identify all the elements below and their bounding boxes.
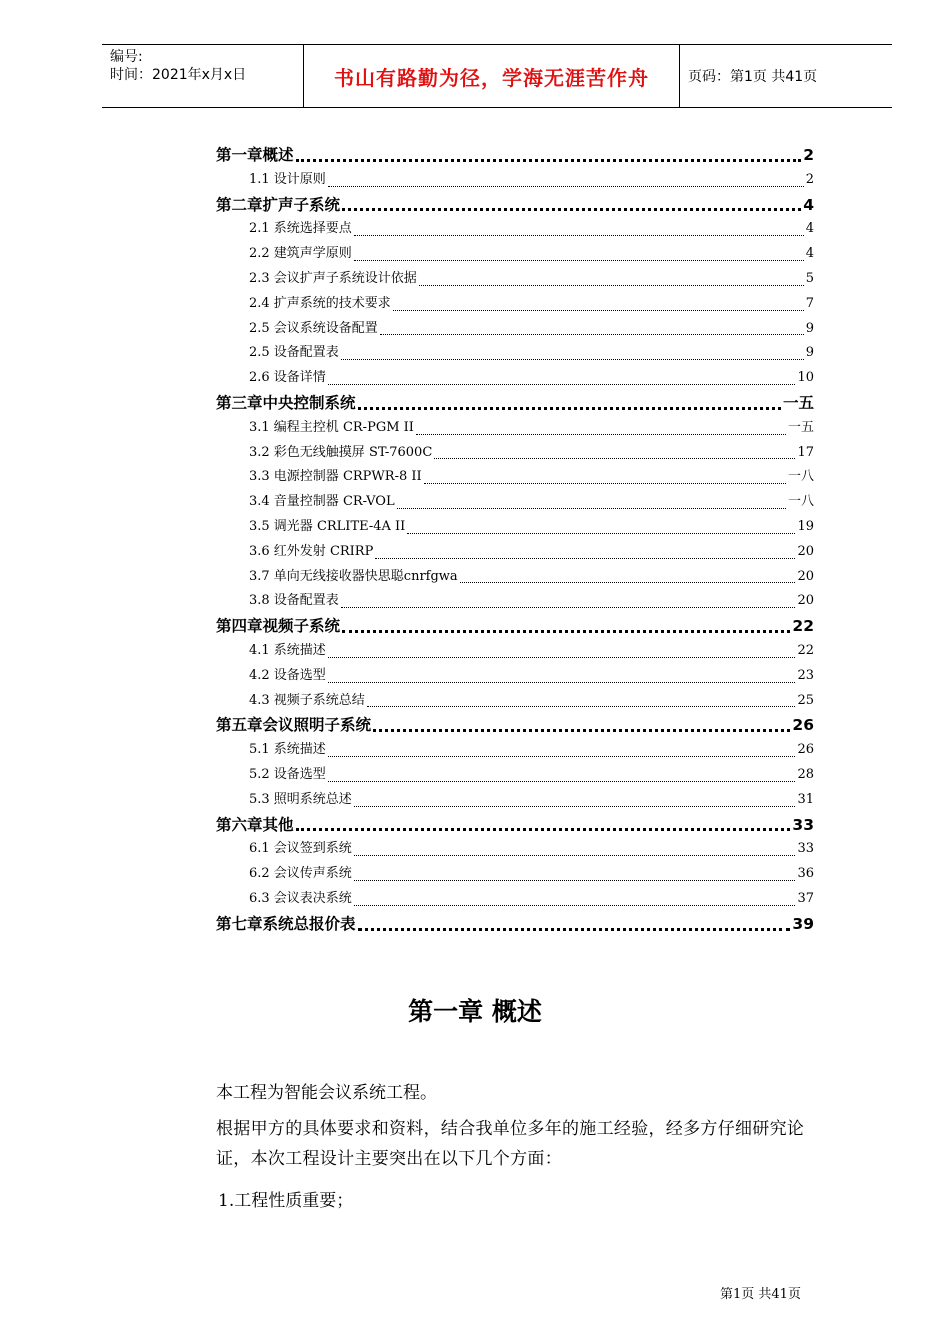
header-meta [102, 45, 302, 107]
toc-entry-section[interactable] [216, 763, 814, 788]
toc-dot-leader [328, 781, 796, 782]
toc-entry-section[interactable] [216, 689, 814, 714]
toc-entry-title: 2.5 设备配置表 [249, 345, 339, 361]
toc-entry-title: 2.2 建筑声学原则 [249, 246, 352, 262]
toc-entry-chapter[interactable] [216, 912, 814, 937]
toc-entry-title: 4.1 系统描述 [249, 642, 326, 658]
toc-dot-leader [342, 630, 790, 633]
number-label: 编号: [110, 49, 143, 65]
toc-entry-page: 23 [797, 667, 814, 683]
toc-entry-page: 20 [797, 568, 814, 584]
toc-dot-leader [354, 855, 796, 856]
header-page-label: 页码：第1页 共41页 [688, 69, 818, 85]
toc-entry-title: 6.3 会议表决系统 [249, 890, 352, 906]
toc-entry-title: 3.4 音量控制器 CR-VOL [249, 494, 395, 510]
toc-entry-title: 第一章概述 [216, 146, 294, 164]
toc-entry-section[interactable] [216, 639, 814, 664]
toc-entry-section[interactable] [216, 565, 814, 590]
toc-entry-page: 2 [805, 171, 814, 187]
toc-entry-page: 9 [805, 345, 814, 361]
page-footer: 第1页 共41页 [720, 1287, 801, 1302]
toc-dot-leader [419, 285, 804, 286]
toc-entry-page: 5 [805, 270, 814, 286]
toc-entry-page: 一五 [782, 393, 814, 412]
toc-entry-section[interactable] [216, 341, 814, 366]
toc-entry-title: 3.8 设备配置表 [249, 593, 339, 609]
toc-entry-title: 5.3 照明系统总述 [249, 791, 352, 807]
toc-entry-page: 7 [805, 295, 814, 311]
toc-entry-section[interactable] [216, 887, 814, 912]
toc-entry-chapter[interactable] [216, 614, 814, 639]
toc-entry-page: 33 [797, 841, 814, 857]
toc-entry-section[interactable] [216, 416, 814, 441]
toc-entry-title: 2.5 会议系统设备配置 [249, 320, 378, 336]
toc-entry-section[interactable] [216, 217, 814, 242]
toc-entry-title: 5.2 设备选型 [249, 766, 326, 782]
toc-entry-page: 22 [797, 642, 814, 658]
toc-entry-page: 25 [797, 692, 814, 708]
toc-dot-leader [328, 756, 796, 757]
toc-entry-section[interactable] [216, 242, 814, 267]
toc-dot-leader [342, 208, 801, 211]
toc-entry-section[interactable] [216, 317, 814, 342]
toc-dot-leader [328, 682, 796, 683]
toc-entry-section[interactable] [216, 292, 814, 317]
toc-entry-title: 第二章扩声子系统 [216, 195, 341, 214]
toc-entry-page: 一五 [787, 419, 814, 435]
header-motto: 书山有路勤为径，学海无涯苦作舟 [303, 45, 680, 107]
toc-entry-title: 第七章系统总报价表 [216, 914, 356, 933]
toc-entry-title: 3.2 彩色无线触摸屏 ST-7600C [249, 444, 433, 460]
toc-entry-title: 3.6 红外发射 CRIRP [249, 543, 374, 559]
toc-entry-page: 36 [797, 866, 814, 882]
toc-entry-title: 第三章中央控制系统 [216, 393, 356, 412]
toc-entry-section[interactable] [216, 540, 814, 565]
toc-dot-leader [354, 905, 796, 906]
toc-entry-chapter[interactable] [216, 813, 814, 838]
toc-entry-page: 一八 [787, 494, 814, 510]
body-paragraph-2: 根据甲方的具体要求和资料，结合我单位多年的施工经验，经多方仔细研究论证，本次工程设计主要突出在以下几个方面： [216, 1119, 805, 1169]
toc-entry-page: 39 [792, 914, 814, 933]
toc-dot-leader [434, 458, 795, 459]
toc-entry-title: 第六章其他 [216, 815, 294, 834]
table-of-contents [216, 143, 814, 937]
toc-entry-page: 4 [805, 246, 814, 262]
toc-dot-leader [328, 186, 804, 187]
toc-entry-page: 26 [792, 716, 814, 735]
toc-entry-page: 31 [797, 791, 814, 807]
toc-entry-chapter[interactable] [216, 193, 814, 218]
toc-entry-page: 9 [805, 320, 814, 336]
toc-entry-section[interactable] [216, 738, 814, 763]
toc-entry-title: 4.2 设备选型 [249, 667, 326, 683]
toc-dot-leader [354, 880, 796, 881]
toc-entry-page: 37 [797, 890, 814, 906]
toc-entry-title: 4.3 视频子系统总结 [249, 692, 365, 708]
toc-entry-section[interactable] [216, 441, 814, 466]
toc-entry-page: 28 [797, 766, 814, 782]
toc-dot-leader [328, 657, 796, 658]
toc-dot-leader [424, 483, 786, 484]
toc-dot-leader [341, 607, 796, 608]
toc-entry-chapter[interactable] [216, 713, 814, 738]
toc-entry-title: 5.1 系统描述 [249, 742, 326, 758]
toc-dot-leader [358, 407, 781, 410]
toc-entry-section[interactable] [216, 168, 814, 193]
toc-entry-chapter[interactable] [216, 143, 814, 168]
toc-entry-title: 2.4 扩声系统的技术要求 [249, 295, 391, 311]
toc-dot-leader [354, 235, 804, 236]
toc-dot-leader [367, 706, 796, 707]
toc-entry-section[interactable] [216, 267, 814, 292]
toc-entry-title: 2.1 系统选择要点 [249, 221, 352, 237]
toc-dot-leader [358, 928, 791, 931]
toc-dot-leader [380, 334, 804, 335]
toc-dot-leader [416, 434, 786, 435]
toc-dot-leader [354, 260, 804, 261]
toc-dot-leader [460, 582, 796, 583]
toc-entry-title: 2.6 设备详情 [249, 370, 326, 386]
toc-dot-leader [407, 533, 795, 534]
toc-entry-section[interactable] [216, 664, 814, 689]
toc-entry-page: 33 [792, 815, 814, 834]
toc-entry-section[interactable] [216, 515, 814, 540]
toc-entry-page: 4 [803, 195, 814, 214]
toc-entry-page: 20 [797, 543, 814, 559]
toc-entry-title: 3.1 编程主控机 CR-PGM II [249, 419, 414, 435]
toc-entry-page: 19 [797, 518, 814, 534]
toc-dot-leader [393, 310, 804, 311]
toc-entry-title: 第五章会议照明子系统 [216, 716, 372, 735]
toc-entry-title: 3.5 调光器 CRLITE-4A II [249, 518, 406, 534]
toc-entry-title: 1.1 设计原则 [249, 171, 326, 187]
toc-entry-page: 26 [797, 742, 814, 758]
toc-entry-page: 一八 [787, 469, 814, 485]
toc-entry-page: 20 [797, 593, 814, 609]
toc-entry-chapter[interactable] [216, 391, 814, 416]
toc-entry-page: 4 [805, 221, 814, 237]
toc-entry-page: 22 [792, 617, 814, 636]
toc-entry-section[interactable] [216, 589, 814, 614]
toc-entry-title: 3.3 电源控制器 CRPWR-8 II [249, 469, 422, 485]
toc-entry-section[interactable] [216, 837, 814, 862]
toc-dot-leader [373, 729, 790, 732]
toc-entry-page: 2 [803, 146, 814, 164]
toc-dot-leader [328, 384, 796, 385]
toc-dot-leader [354, 806, 796, 807]
toc-entry-title: 2.3 会议扩声子系统设计依据 [249, 270, 417, 286]
body-paragraph-1: 本工程为智能会议系统工程。 [216, 1083, 437, 1103]
toc-entry-title: 第四章视频子系统 [216, 617, 341, 636]
page-header [102, 44, 892, 108]
toc-entry-section[interactable] [216, 788, 814, 813]
toc-dot-leader [397, 508, 786, 509]
time-label: 时间：2021年x月x日 [110, 67, 247, 83]
toc-entry-title: 6.2 会议传声系统 [249, 866, 352, 882]
toc-entry-title: 6.1 会议签到系统 [249, 841, 352, 857]
body-list-item-1: 1.工程性质重要； [218, 1191, 354, 1211]
toc-entry-section[interactable] [216, 366, 814, 391]
toc-entry-title: 3.7 单向无线接收器快思聪cnrfgwa [249, 568, 458, 584]
toc-entry-section[interactable] [216, 465, 814, 490]
toc-dot-leader [375, 558, 795, 559]
toc-entry-section[interactable] [216, 862, 814, 887]
chapter-heading: 第一章 概述 [408, 997, 542, 1026]
toc-dot-leader [296, 828, 791, 831]
toc-entry-page: 17 [797, 444, 814, 460]
toc-dot-leader [341, 359, 804, 360]
toc-dot-leader [296, 159, 802, 162]
toc-entry-page: 10 [797, 370, 814, 386]
toc-entry-section[interactable] [216, 490, 814, 515]
